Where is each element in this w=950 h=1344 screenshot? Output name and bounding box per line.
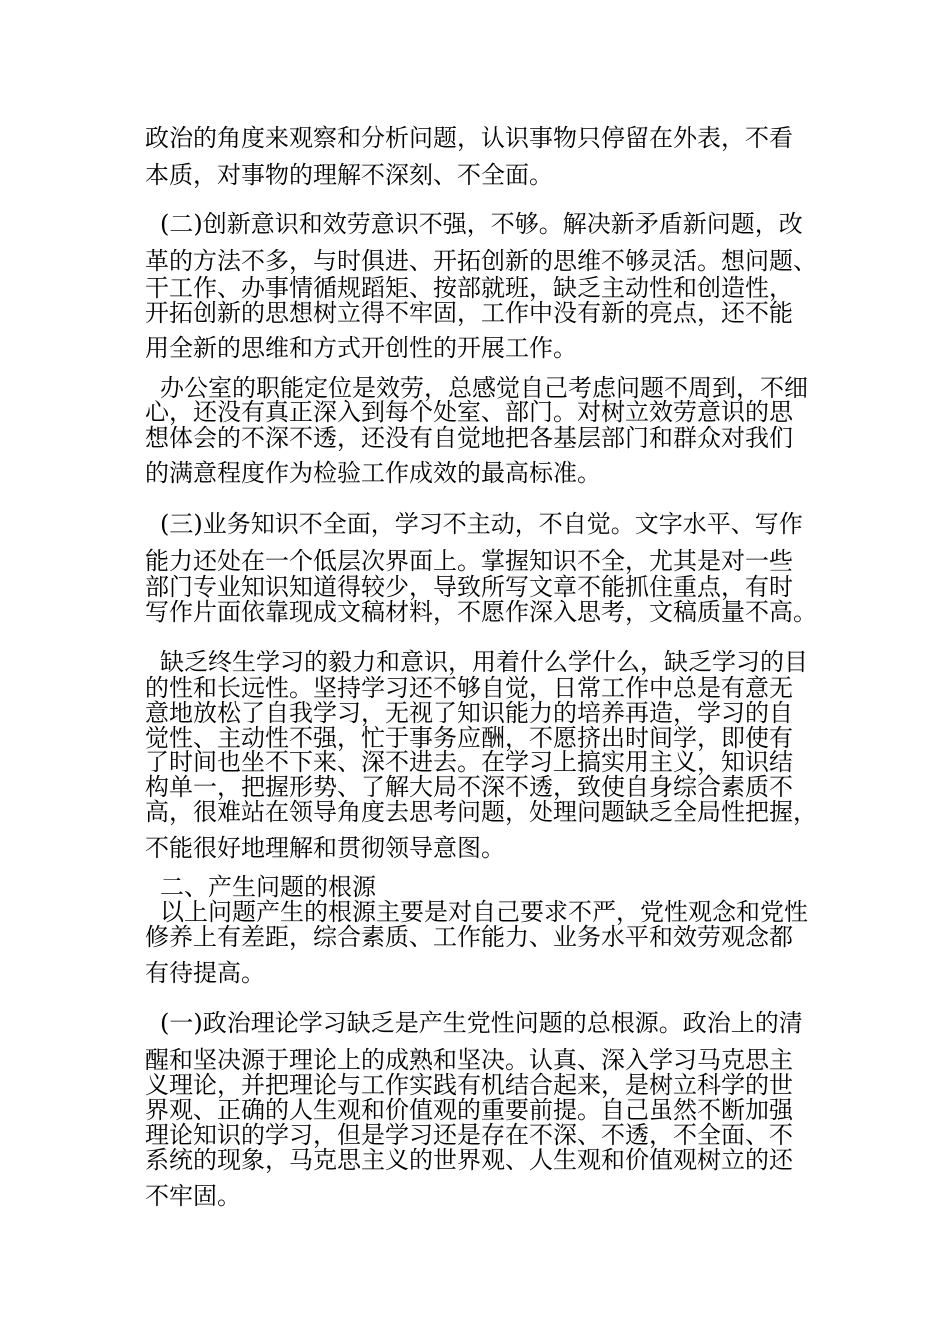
text-line: 心，还没有真正深入到每个处室、部门。对树立效劳意识的思 (145, 398, 793, 426)
text-line: (三)业务知识不全面，学习不主动，不自觉。文字水平、写作 (160, 510, 803, 538)
text-line: 高，很难站在领导角度去思考问题，处理问题缺乏全局性把握， (145, 798, 817, 826)
text-line: 醒和坚决源于理论上的成熟和坚决。认真、深入学习马克思主 (145, 1046, 793, 1074)
text-line: 缺乏终生学习的毅力和意识，用着什么学什么，缺乏学习的目 (160, 648, 808, 676)
text-line: 理论知识的学习，但是学习还是存在不深、不透，不全面、不 (145, 1121, 793, 1149)
text-line: (二)创新意识和效劳意识不强，不够。解决新矛盾新问题，改 (160, 210, 803, 238)
text-line: 界观、正确的人生观和价值观的重要前提。自己虽然不断加强 (145, 1096, 793, 1124)
text-line: 想体会的不深不透，还没有自觉地把各基层部门和群众对我们 (145, 424, 793, 452)
text-line: 修养上有差距，综合素质、工作能力、业务水平和效劳观念都 (145, 923, 793, 951)
text-line: 的性和长远性。坚持学习还不够自觉，日常工作中总是有意无 (145, 674, 793, 702)
text-line: 本质，对事物的理解不深刻、不全面。 (145, 161, 553, 189)
text-line: 不能很好地理解和贯彻领导意图。 (145, 834, 505, 862)
text-line: 了时间也坐不下来、深不进去。在学习上搞实用主义，知识结 (145, 748, 793, 776)
text-line: 干工作、办事情循规蹈矩、按部就班，缺乏主动性和创造性， (145, 274, 793, 302)
text-line: 的满意程度作为检验工作成效的最高标准。 (145, 459, 601, 487)
text-line: 构单一，把握形势、了解大局不深不透，致使自身综合素质不 (145, 773, 793, 801)
text-line: 有待提高。 (145, 959, 265, 987)
text-line: 意地放松了自我学习，无视了知识能力的培养再造，学习的自 (145, 699, 793, 727)
text-line: 政治的角度来观察和分析问题，认识事物只停留在外表，不看 (145, 124, 793, 152)
text-line: 用全新的思维和方式开创性的开展工作。 (145, 334, 577, 362)
text-line: (一)政治理论学习缺乏是产生党性问题的总根源。政治上的清 (160, 1009, 803, 1037)
text-line: 义理论，并把理论与工作实践有机结合起来，是树立科学的世 (145, 1071, 793, 1099)
text-line: 写作片面依靠现成文稿材料，不愿作深入思考，文稿质量不高。 (145, 598, 817, 626)
text-line: 觉性、主动性不强，忙于事务应酬，不愿挤出时间学，即使有 (145, 724, 793, 752)
text-line: 系统的现象，马克思主义的世界观、人生观和价值观树立的还 (145, 1146, 793, 1174)
text-line: 能力还处在一个低层次界面上。掌握知识不全，尤其是对一些 (145, 547, 793, 575)
section-heading: 二、产生问题的根源 (160, 873, 376, 901)
text-line: 办公室的职能定位是效劳，总感觉自己考虑问题不周到，不细 (160, 374, 808, 402)
text-line: 革的方法不多，与时俱进、开拓创新的思维不够灵活。想问题、 (145, 247, 817, 275)
text-line: 以上问题产生的根源主要是对自己要求不严，党性观念和党性 (160, 898, 808, 926)
text-line: 开拓创新的思想树立得不牢固，工作中没有新的亮点，还不能 (145, 299, 793, 327)
text-line: 部门专业知识知道得较少，导致所写文章不能抓住重点，有时 (145, 573, 793, 601)
text-line: 不牢固。 (145, 1182, 241, 1210)
